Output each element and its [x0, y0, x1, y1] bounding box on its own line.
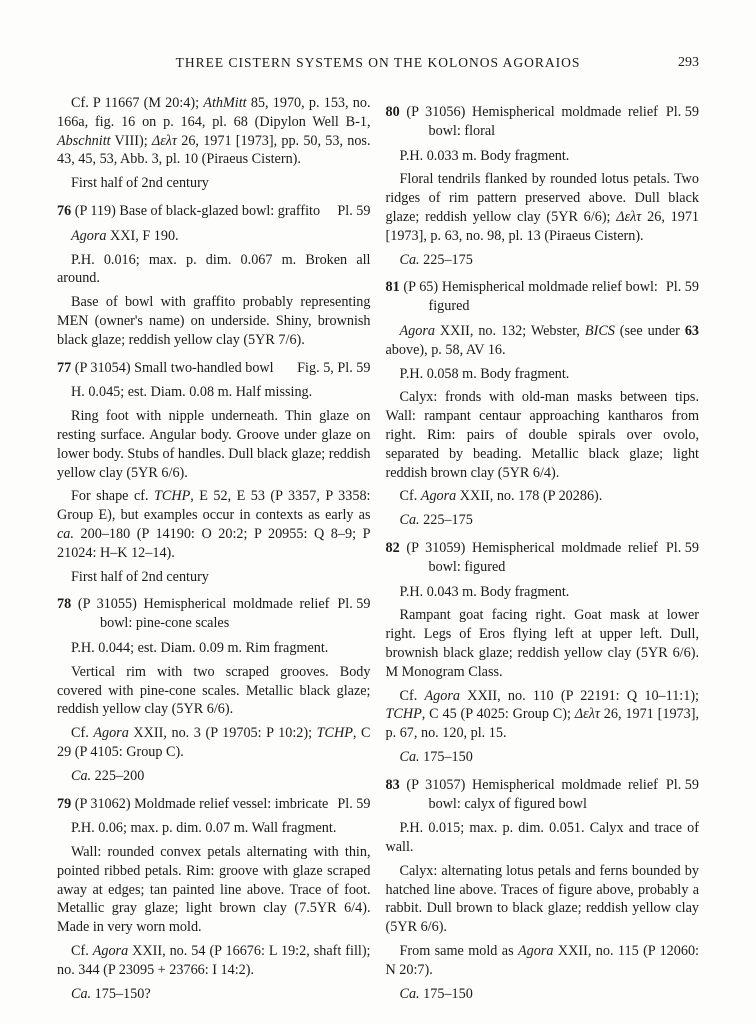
text-segment: Ring foot with nipple underneath. Thin glaze on resting surface. Angular body. Groove under glaze on lower body. Stubs of handles. Dull black glaze; reddish yellow clay (5YR 6/6). [57, 408, 371, 481]
entry-heading [57, 359, 371, 378]
paragraph [57, 724, 371, 762]
date-line [386, 251, 700, 270]
text-segment: XXII, no. 110 (P 22191: Q 10–11:1); [459, 687, 699, 704]
entry-catalog-number: (P 31057) [406, 776, 472, 793]
text-segment: TCHP [316, 725, 353, 742]
text-segment: 175–150 [419, 985, 473, 1002]
text-segment: P.H. 0.015; max. p. dim. 0.051. Calyx and trace of wall. [385, 820, 699, 856]
text-segment: Hemispherical moldmade relief bowl: figured [428, 539, 658, 575]
text-segment: Agora [71, 227, 107, 244]
text-segment: Ca. [399, 512, 420, 529]
text-segment: Hemispherical moldmade relief bowl: floral [428, 104, 658, 139]
text-segment: VIII); [110, 132, 152, 149]
text-segment: 26, 1971 [1973], pp. 50, 53, nos. 43, 45, 53, Abb. 3, pl. 10 (Piraeus Cistern). [57, 132, 371, 168]
text-segment: Calyx: fronds with old-man masks between tips. Wall: rampant centaur approaching kantharos from right. Rim: pairs of double spirals over ovolo, separated by beading. Metallic black glaze; light reddish brown clay (5YR 6/4). [385, 389, 699, 481]
text-segment: Ca. [71, 767, 92, 784]
text-segment: BICS [584, 322, 615, 339]
entry-catalog-number: (P 31056) [406, 104, 472, 120]
entry-catalog-number: (P 65) [403, 279, 442, 296]
paragraph [386, 147, 700, 166]
plate-reference: Pl. 59 [665, 279, 699, 296]
paragraph [57, 942, 371, 980]
text-segment: Ca. [399, 985, 420, 1002]
text-segment: Ca. [399, 748, 420, 765]
text-segment: P.H. 0.033 m. Body fragment. [399, 147, 570, 164]
paragraph [57, 383, 371, 402]
text-segment: Cf. [71, 943, 93, 960]
paragraph [57, 843, 371, 937]
text-segment: From same mold as [399, 943, 519, 960]
date-line [386, 511, 700, 530]
plate-reference: Pl. 59 [337, 795, 371, 812]
entry-heading [386, 539, 700, 577]
text-segment: XXII, no. 54 (P 16676: L 19:2, shaft fill); no. 344 (P 23095 + 23766: I 14:2). [57, 943, 371, 978]
text-segment: XXI, F 190. [106, 227, 179, 244]
page-header [57, 54, 699, 71]
text-segment: ca. [57, 525, 74, 542]
entry-catalog-number: (P 31054) [74, 359, 135, 376]
entry-number: 79 [57, 795, 75, 812]
text-segment: 175–150? [91, 985, 151, 1002]
paragraph [57, 227, 371, 246]
paragraph [386, 862, 700, 937]
entry-title [386, 776, 666, 814]
text-segment: Vertical rim with two scraped grooves. Body covered with pine-cone scales. Metallic black glaze; reddish yellow clay (5YR 6/6). [57, 663, 371, 718]
text-segment: , E 52, E 53 (P 3357, P 3358: Group E), but examples occur in contexts as early as [57, 488, 371, 524]
date-line [386, 985, 700, 1004]
entry-heading [386, 278, 700, 316]
text-segment: 26, 1971 [1973], p. 67, no. 120, pl. 15. [385, 706, 700, 742]
text-segment: P.H. 0.06; max. p. dim. 0.07 m. Wall fragment. [71, 820, 337, 837]
entry-catalog-number: (P 31055) [77, 596, 144, 613]
text-segment: Cf. P 11667 (M 20:4); [71, 95, 204, 111]
entry-number: 76 [57, 202, 75, 219]
text-segment: Cf. [399, 488, 421, 505]
text-segment: 63 [684, 322, 699, 339]
paragraph [386, 170, 700, 245]
text-segment: P.H. 0.016; max. p. dim. 0.067 m. Broken all around. [57, 251, 371, 287]
text-segment: Ca. [399, 251, 420, 268]
text-segment: Agora [399, 322, 435, 339]
text-segment: TCHP [385, 706, 422, 723]
entry-heading [57, 202, 371, 221]
text-segment: Hemispherical moldmade relief bowl: figured [428, 279, 658, 315]
entry-catalog-number: (P 31062) [74, 795, 135, 812]
text-segment: above), p. 58, AV 16. [385, 341, 506, 358]
text-segment: 200–180 (P 14190: O 20:2; P 20955: Q 8–9; P 21024: H–K 12–14). [57, 525, 371, 561]
text-segment: Floral tendrils flanked by rounded lotus petals. Two ridges of rim pattern preserved above. Dull black glaze; reddish yellow clay (5YR 6/6); [385, 171, 699, 225]
text-segment: Hemispherical moldmade relief bowl: calyx of figured bowl [428, 776, 658, 812]
text-segment: Hemispherical moldmade relief bowl: pine-cone scales [100, 596, 330, 632]
entry-heading [57, 595, 371, 633]
text-segment: 225–200 [91, 767, 145, 784]
text-segment: XXII, no. 115 (P 12060: N 20:7). [385, 943, 699, 978]
date-line [386, 748, 700, 767]
entry-number: 77 [57, 359, 75, 376]
date-line [57, 985, 371, 1004]
entry-title [57, 795, 337, 814]
paragraph [57, 487, 371, 562]
paragraph [386, 365, 700, 384]
entry-title [57, 595, 337, 633]
text-segment: First half of 2nd century [71, 175, 209, 192]
text-segment: XXII, no. 3 (P 19705: P 10:2); [128, 725, 317, 742]
text-segment: XXII, no. 132; Webster, [434, 322, 585, 339]
text-segment: Agora [92, 943, 129, 960]
paragraph [386, 583, 700, 602]
text-segment: For shape cf. [71, 488, 154, 505]
text-segment: Wall: rounded convex petals alternating with thin, pointed ribbed petals. Rim: groove with glaze scraped away at edges; tan painted line above. Trace of foot. Metallic gray glaze; light brown clay (7.5YR 6/4). Made in very worn mold. [57, 844, 371, 936]
column-1 [57, 94, 371, 1008]
text-columns [57, 94, 699, 1008]
page-number: 293 [678, 55, 699, 70]
text-segment: Cf. [71, 725, 94, 742]
paragraph [57, 663, 371, 719]
paragraph [57, 94, 371, 169]
entry-number: 82 [385, 539, 407, 556]
entry-heading [386, 103, 700, 141]
text-segment: TCHP [153, 488, 191, 505]
entry-number: 83 [385, 776, 407, 793]
text-segment: , C 29 (P 4105: Group C). [57, 725, 371, 760]
text-segment: 26, 1971 [1973], p. 63, no. 98, pl. 13 (Piraeus Cistern). [385, 208, 700, 244]
paragraph [386, 388, 700, 482]
text-segment: , C 45 (P 4025: Group C); [421, 706, 575, 723]
date-line [57, 174, 371, 193]
text-segment: Agora [420, 488, 457, 505]
text-segment: Base of bowl with graffito probably representing MEN (owner's name) on underside. Shiny, brownish black glaze; reddish yellow clay (5YR 7/6). [57, 294, 371, 348]
running-title: THREE CISTERN SYSTEMS ON THE KOLONOS AGORAIOS [175, 55, 581, 70]
date-line [57, 767, 371, 786]
plate-reference: Pl. 59 [337, 596, 371, 613]
text-segment: H. 0.045; est. Diam. 0.08 m. Half missing. [71, 384, 313, 401]
paragraph [386, 606, 700, 681]
text-segment: Agora [93, 725, 129, 742]
date-line [57, 568, 371, 587]
paragraph [57, 293, 371, 349]
paragraph [57, 251, 371, 289]
text-segment: Agora [518, 943, 554, 960]
text-segment: (see under [614, 322, 685, 339]
entry-title [386, 278, 666, 316]
entry-heading [386, 776, 700, 814]
text-segment: Abschnitt [57, 132, 111, 149]
plate-reference: Pl. 59 [665, 776, 699, 793]
paragraph [57, 639, 371, 658]
text-segment: Small two-handled bowl [134, 359, 274, 376]
column-2 [386, 94, 700, 1008]
entry-title [386, 539, 666, 577]
plate-reference: Pl. 59 [665, 539, 699, 556]
plate-reference: Fig. 5, Pl. 59 [297, 359, 371, 376]
entry-catalog-number: (P 119) [74, 202, 120, 219]
entry-number: 78 [57, 596, 78, 613]
text-segment: Rampant goat facing right. Goat mask at lower right. Legs of Eros flying left at upper left. Dull, brownish black glaze; reddish yellow clay (5YR 6/6). M Monogram Class. [385, 607, 699, 680]
text-segment: AthMitt [203, 95, 247, 111]
entry-heading [57, 795, 371, 814]
text-segment: 225–175 [419, 512, 473, 529]
text-segment: Δελτ [574, 706, 600, 723]
text-segment: Moldmade relief vessel: imbricate [134, 795, 329, 812]
text-segment: Base of black-glazed bowl: graffito [119, 202, 321, 219]
text-segment: P.H. 0.058 m. Body fragment. [399, 365, 570, 382]
text-segment: 175–150 [419, 748, 473, 765]
paragraph [57, 407, 371, 482]
entry-title [386, 103, 666, 141]
paragraph [57, 819, 371, 838]
paragraph [386, 487, 700, 506]
text-segment: Ca. [71, 985, 92, 1002]
text-segment: Cf. [399, 687, 425, 704]
text-segment: XXII, no. 178 (P 20286). [456, 488, 603, 505]
text-segment: P.H. 0.043 m. Body fragment. [399, 583, 570, 600]
text-segment: Agora [424, 687, 460, 704]
entry-catalog-number: (P 31059) [406, 539, 472, 556]
text-segment: P.H. 0.044; est. Diam. 0.09 m. Rim fragment. [71, 639, 329, 656]
paragraph [386, 819, 700, 857]
text-segment: First half of 2nd century [71, 568, 209, 585]
text-segment: Δελτ [616, 208, 642, 225]
text-segment: 85, 1970, p. 153, no. 166a, fig. 16 on p. 164, pl. 68 (Dipylon Well B-1, [57, 95, 371, 130]
text-segment: 225–175 [419, 251, 473, 268]
paragraph [386, 942, 700, 980]
paragraph [386, 322, 700, 360]
text-segment: Calyx: alternating lotus petals and ferns bounded by hatched line above. Traces of figure above, probably a rabbit. Dull brown to black glaze; reddish yellow clay (5YR 6/6). [385, 862, 699, 936]
entry-number: 81 [385, 279, 404, 296]
entry-number: 80 [385, 104, 407, 120]
entry-title [57, 202, 337, 221]
paragraph [386, 687, 700, 743]
text-segment: Δελτ [151, 132, 178, 149]
plate-reference: Pl. 59 [665, 104, 699, 120]
plate-reference: Pl. 59 [337, 202, 371, 219]
entry-title [57, 359, 297, 378]
